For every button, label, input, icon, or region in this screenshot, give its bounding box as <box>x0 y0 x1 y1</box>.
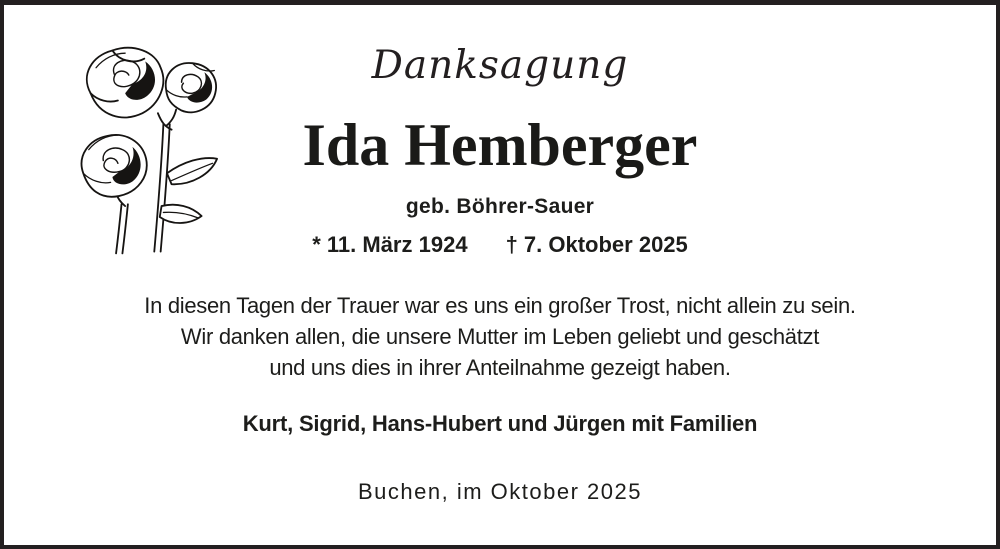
birth-date: * 11. März 1924 <box>312 232 468 257</box>
thank-you-line: Wir danken allen, die unsere Mutter im Leben geliebt und geschätzt <box>180 324 820 349</box>
thank-you-line: und uns dies in ihrer Anteilnahme gezeigt haben. <box>269 355 731 380</box>
notice-type-heading: Danksagung <box>371 43 629 88</box>
death-date: † 7. Oktober 2025 <box>505 232 688 257</box>
thank-you-text <box>4 290 996 383</box>
life-dates <box>4 232 996 258</box>
place-and-date: Buchen, im Oktober 2025 <box>358 479 642 504</box>
maiden-name: geb. Böhrer-Sauer <box>405 195 595 218</box>
thank-you-line: In diesen Tagen der Trauer war es uns ein großer Trost, nicht allein zu sein. <box>144 293 856 318</box>
family-signature: Kurt, Sigrid, Hans-Hubert und Jürgen mit Familien <box>242 411 758 436</box>
deceased-name: Ida Hemberger <box>302 112 698 178</box>
